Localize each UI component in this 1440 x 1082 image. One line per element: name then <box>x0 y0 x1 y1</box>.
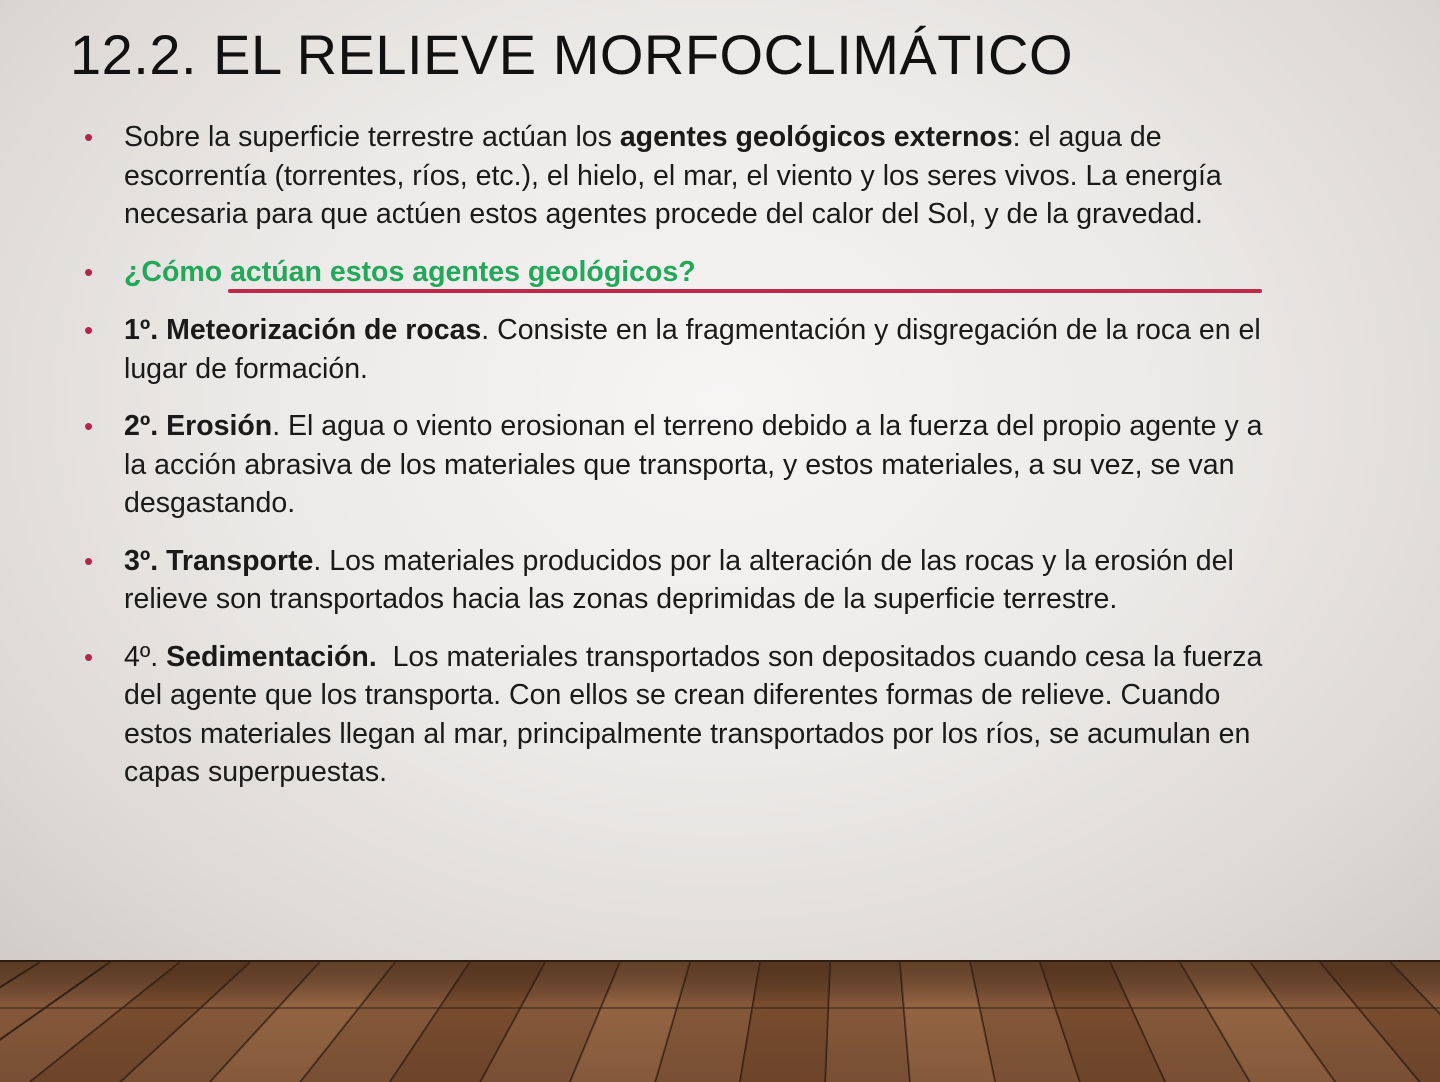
bullet-item-sedimentacion <box>84 638 1271 792</box>
item-bold: agentes geológicos externos <box>619 121 1013 153</box>
bullet-dot: • <box>84 122 94 152</box>
bullet-dot: • <box>84 545 94 576</box>
bullet-item-agentes <box>84 118 1264 234</box>
bullet-dot: • <box>84 411 94 441</box>
item-text: . El agua o viento erosionan el terreno debido a la fuerza del propio agente y a la acción abrasiva de los materiales que transporta, y estos materiales, a su vez, se van desgastando. <box>124 410 1263 519</box>
item-text: : el agua de escorrentía (torrentes, ríos, etc.), el hielo, el mar, el viento y los seres vivos. La energía necesaria para que actúen estos agentes procede del calor del Sol, y de la gravedad. <box>124 121 1222 230</box>
item-bold: 3º. Transporte <box>124 544 314 577</box>
item-bold: Sedimentación. <box>166 640 377 673</box>
bullet-item-transporte <box>84 542 1264 619</box>
item-text: . Consiste en la fragmentación y disgregación de la roca en el lugar de formación. <box>124 314 1261 385</box>
bullet-item-erosion <box>84 407 1264 523</box>
item-text: Los materiales transportados son depositados cuando cesa la fuerza del agente que los transporta. Con ellos se crean diferentes formas de relieve. Cuando estos materiales llegan al mar, principalmente transportados por los ríos, se acumulan en capas superpuestas. <box>124 640 1271 788</box>
wood-floor <box>0 960 1440 1082</box>
item-text: Sobre la superficie terrestre actúan los <box>124 121 620 153</box>
item-text: 4º. <box>124 640 167 673</box>
item-bold: 1º. Meteorización de rocas <box>124 314 482 346</box>
red-underline-annotation <box>228 289 1262 293</box>
bullet-dot: • <box>84 641 94 672</box>
question-text: ¿Cómo actúan estos agentes geológicos? <box>124 255 696 288</box>
bullet-list <box>84 118 1271 792</box>
wood-planks <box>0 962 1440 1082</box>
bullet-dot: • <box>84 256 94 287</box>
item-bold: 2º. Erosión <box>124 410 273 442</box>
slide-title: 12.2. EL RELIEVE MORFOCLIMÁTICO <box>70 23 1074 86</box>
item-text: . Los materiales producidos por la alteración de las rocas y la erosión del relieve son transportados hacia las zonas deprimidas de la superficie terrestre. <box>124 544 1234 615</box>
bullet-item-question <box>84 253 1264 292</box>
bullet-dot: • <box>84 315 94 345</box>
bullet-item-meteorizacion <box>84 311 1264 388</box>
